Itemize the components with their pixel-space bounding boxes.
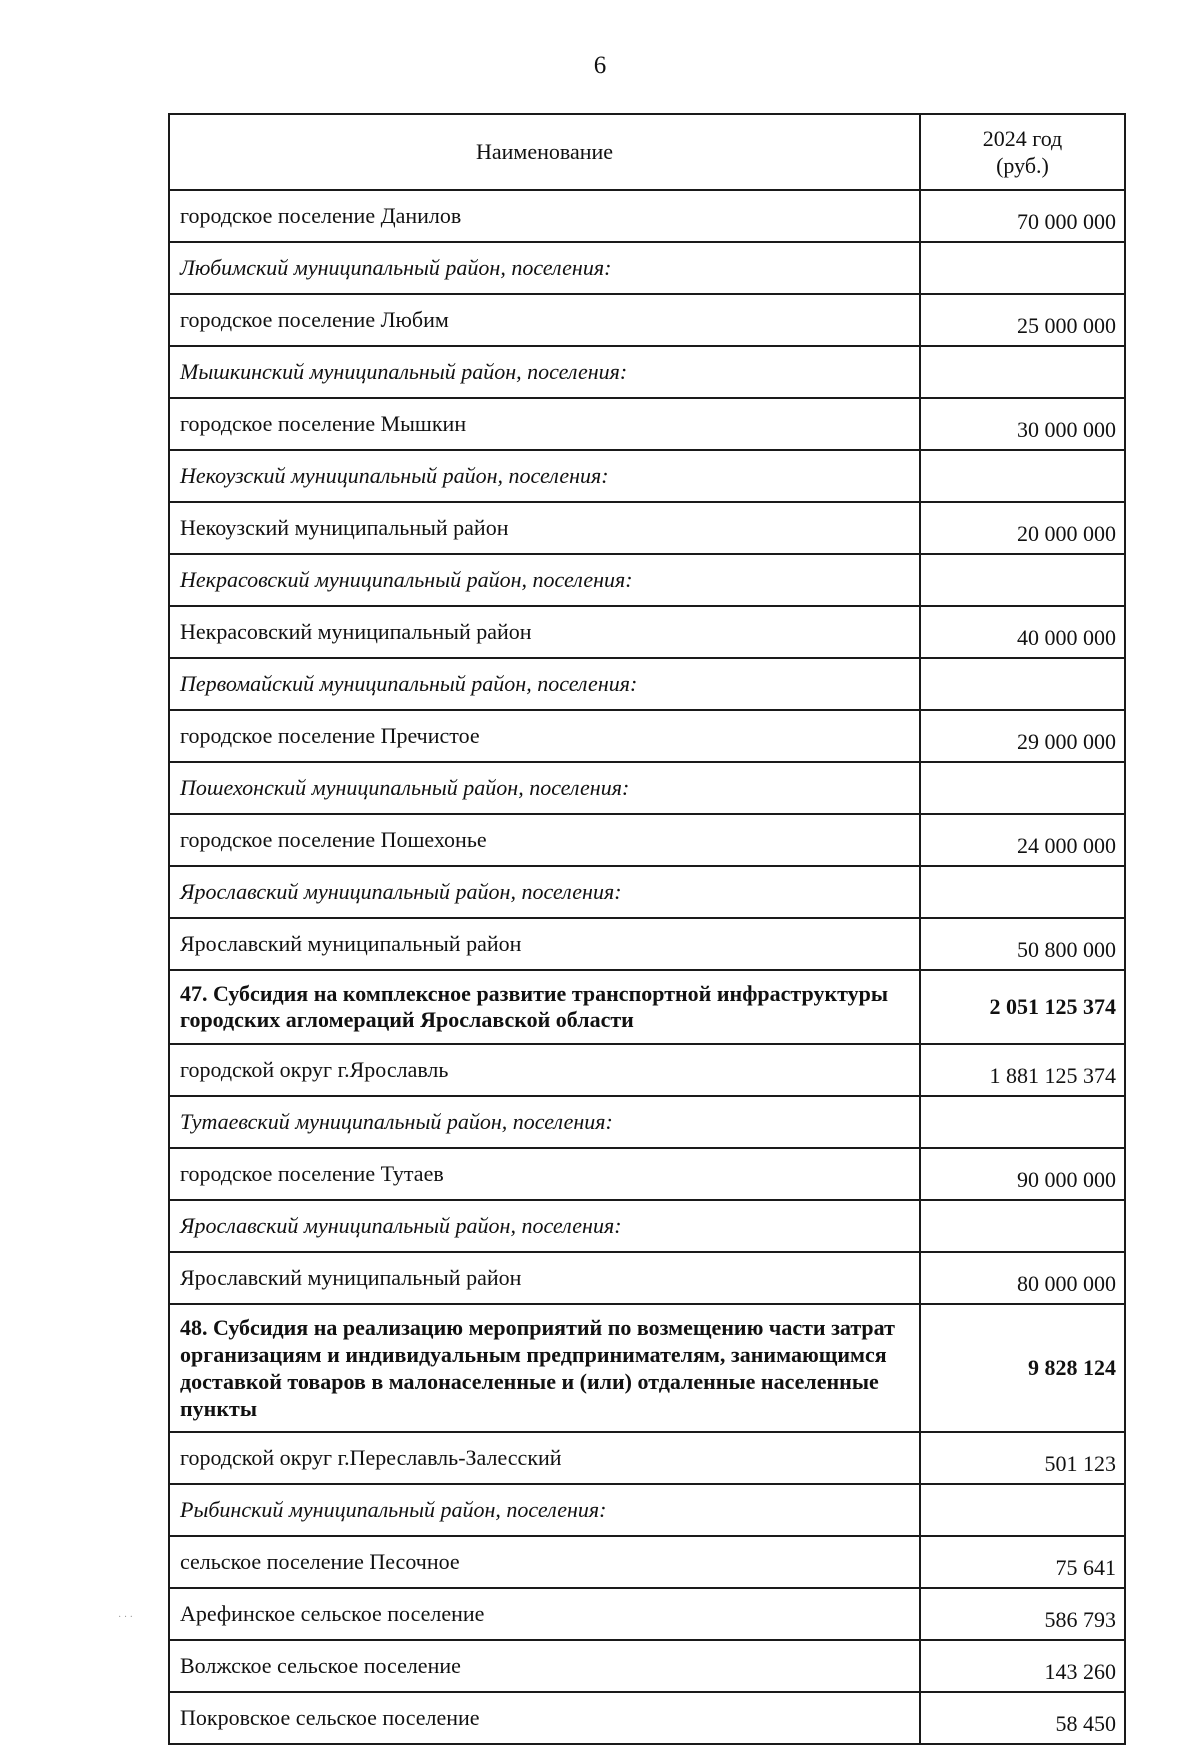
subsidy-row (169, 1304, 1125, 1432)
table-row (169, 1432, 1125, 1484)
row-amount: 75 641 (920, 1536, 1125, 1588)
header-name: Наименование (169, 114, 920, 190)
row-amount (920, 554, 1125, 606)
row-name: Ярославский муниципальный район (169, 1252, 920, 1304)
table-row (169, 1588, 1125, 1640)
row-name: городской округ г.Переславль-Залесский (169, 1432, 920, 1484)
row-name: Некрасовский муниципальный район (169, 606, 920, 658)
district-name: Тутаевский муниципальный район, поселения: (169, 1096, 920, 1148)
row-amount (920, 1484, 1125, 1536)
table-header-row (169, 114, 1125, 190)
row-amount (920, 242, 1125, 294)
row-amount: 143 260 (920, 1640, 1125, 1692)
row-amount (920, 658, 1125, 710)
table-row (169, 918, 1125, 970)
district-row (169, 554, 1125, 606)
subsidy-title: 48. Субсидия на реализацию мероприятий по возмещению части затрат организациям и индивидуальным предпринимателям, занимающимся доставкой товаров в малонаселенные и (или) отдаленные населенные пункты (169, 1304, 920, 1432)
subsidy-title: 47. Субсидия на комплексное развитие транспортной инфраструктуры городских агломераций Ярославской области (169, 970, 920, 1044)
row-amount: 30 000 000 (920, 398, 1125, 450)
row-amount (920, 1200, 1125, 1252)
header-amount-year: 2024 год (982, 126, 1063, 151)
table-row (169, 294, 1125, 346)
row-amount (920, 450, 1125, 502)
row-amount: 58 450 (920, 1692, 1125, 1744)
table-row (169, 190, 1125, 242)
district-row (169, 866, 1125, 918)
district-name: Любимский муниципальный район, поселения: (169, 242, 920, 294)
district-row (169, 762, 1125, 814)
table-row (169, 1044, 1125, 1096)
row-amount: 20 000 000 (920, 502, 1125, 554)
table-row (169, 502, 1125, 554)
subsidy-total: 9 828 124 (920, 1304, 1125, 1432)
row-name: городское поселение Данилов (169, 190, 920, 242)
row-name: Некоузский муниципальный район (169, 502, 920, 554)
district-name: Пошехонский муниципальный район, поселения: (169, 762, 920, 814)
row-amount: 80 000 000 (920, 1252, 1125, 1304)
table-row (169, 1692, 1125, 1744)
row-name: городское поселение Тутаев (169, 1148, 920, 1200)
table-row (169, 1536, 1125, 1588)
subsidy-row (169, 970, 1125, 1044)
row-name: городское поселение Любим (169, 294, 920, 346)
row-name: Арефинское сельское поселение (169, 1588, 920, 1640)
district-row (169, 242, 1125, 294)
row-amount: 40 000 000 (920, 606, 1125, 658)
district-name: Ярославский муниципальный район, поселения: (169, 1200, 920, 1252)
district-name: Рыбинский муниципальный район, поселения: (169, 1484, 920, 1536)
table-row (169, 606, 1125, 658)
subsidy-table (168, 113, 1126, 1745)
table-row (169, 1252, 1125, 1304)
header-amount-unit: (руб.) (996, 153, 1049, 178)
row-amount: 25 000 000 (920, 294, 1125, 346)
district-name: Некрасовский муниципальный район, поселения: (169, 554, 920, 606)
district-row (169, 1200, 1125, 1252)
page-number: 6 (593, 52, 607, 79)
row-amount: 24 000 000 (920, 814, 1125, 866)
scan-speck-mark: · · · (118, 1612, 133, 1623)
table-row (169, 398, 1125, 450)
row-amount: 1 881 125 374 (920, 1044, 1125, 1096)
table-row (169, 814, 1125, 866)
district-name: Мышкинский муниципальный район, поселения: (169, 346, 920, 398)
row-amount (920, 346, 1125, 398)
row-name: городское поселение Пречистое (169, 710, 920, 762)
district-name: Ярославский муниципальный район, поселения: (169, 866, 920, 918)
row-name: сельское поселение Песочное (169, 1536, 920, 1588)
row-name: Покровское сельское поселение (169, 1692, 920, 1744)
table-row (169, 1640, 1125, 1692)
table-row (169, 710, 1125, 762)
table-row (169, 1148, 1125, 1200)
subsidy-total: 2 051 125 374 (920, 970, 1125, 1044)
row-amount: 90 000 000 (920, 1148, 1125, 1200)
row-name: городской округ г.Ярославль (169, 1044, 920, 1096)
district-name: Некоузский муниципальный район, поселения: (169, 450, 920, 502)
district-row (169, 658, 1125, 710)
row-name: Волжское сельское поселение (169, 1640, 920, 1692)
header-amount (920, 114, 1125, 190)
district-row (169, 1096, 1125, 1148)
row-amount: 29 000 000 (920, 710, 1125, 762)
district-row (169, 450, 1125, 502)
row-amount: 586 793 (920, 1588, 1125, 1640)
district-name: Первомайский муниципальный район, поселения: (169, 658, 920, 710)
row-name: Ярославский муниципальный район (169, 918, 920, 970)
row-amount (920, 866, 1125, 918)
row-name: городское поселение Мышкин (169, 398, 920, 450)
district-row (169, 346, 1125, 398)
row-amount (920, 762, 1125, 814)
district-row (169, 1484, 1125, 1536)
row-name: городское поселение Пошехонье (169, 814, 920, 866)
row-amount (920, 1096, 1125, 1148)
row-amount: 50 800 000 (920, 918, 1125, 970)
row-amount: 70 000 000 (920, 190, 1125, 242)
row-amount: 501 123 (920, 1432, 1125, 1484)
